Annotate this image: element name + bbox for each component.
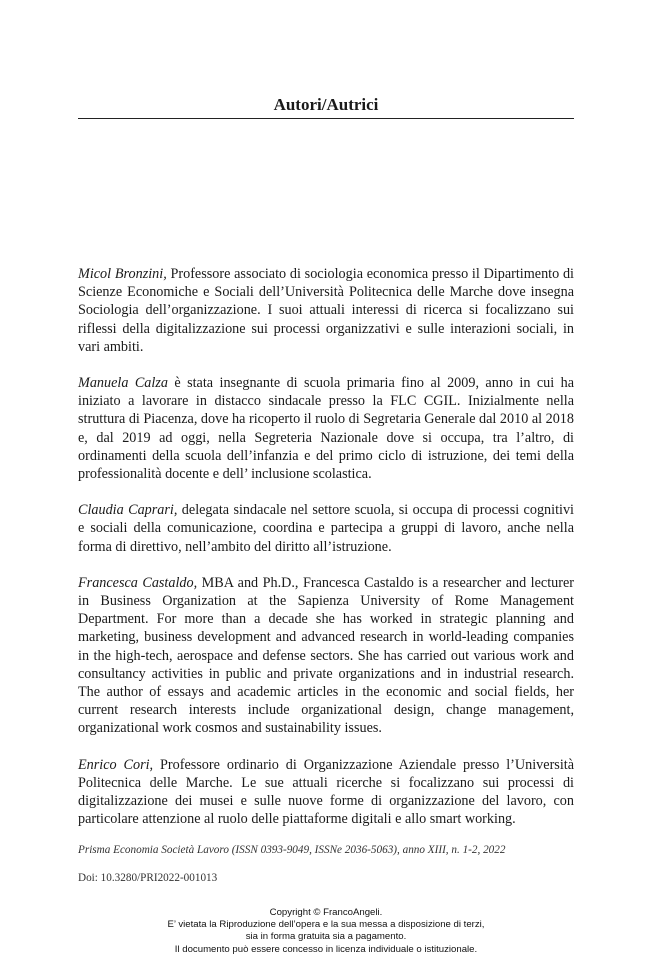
author-bio-cori	[78, 756, 574, 829]
author-name: Micol Bronzini,	[78, 266, 167, 282]
copyright-line: Il documento può essere concesso in licenza individuale o istituzionale.	[174, 943, 478, 955]
author-bios	[78, 265, 574, 846]
author-bio-text: Professore associato di sociologia economica presso il Dipartimento di Scienze Economiche e Sociali dell’Università Politecnica delle Marche dove insegna Sociologia dell’organizzazione. I suoi attuali interessi di ricerca si focalizzano sui riflessi della digitalizzazione sui processi organizzativi e sulle interazioni sociali, in vari ambiti.	[78, 266, 574, 355]
page-title: Autori/Autrici	[273, 95, 379, 114]
doi-line: Doi: 10.3280/PRI2022-001013	[78, 872, 218, 884]
author-bio-text: è stata insegnante di scuola primaria fino al 2009, anno in cui ha iniziato a lavorare in distacco sindacale presso la FLC CGIL. Inizialmente nella struttura di Piacenza, dove ha ricoperto il ruolo di Segretaria Generale dal 2010 al 2018 e, dal 2019 ad oggi, nella Segreteria Nazionale dove si occupa, tra l’altro, di ordinamenti della scuola dell’infanzia e del primo ciclo di istruzione, dei temi della professionalità docente e dell’ inclusione scolastica.	[78, 375, 575, 483]
author-bio-text: Professore ordinario di Organizzazione Aziendale presso l’Università Politecnica delle Marche. Le sue attuali ricerche si focalizzano sui processi di digitalizzazione dei musei e sulle nuove forme di organizzazione del lavoro, con particolare attenzione al ruolo delle piattaforme digitali e allo smart working.	[78, 756, 574, 828]
author-name: Manuela Calza	[78, 375, 168, 392]
author-name: Francesca Castaldo,	[78, 574, 198, 591]
author-bio-caprari	[78, 501, 574, 556]
author-bio-calza	[78, 374, 574, 483]
author-bio-bronzini	[78, 265, 574, 356]
author-bio-text: delegata sindacale nel settore scuola, si occupa di processi cognitivi e sociali della comunicazione, coordina e partecipa a gruppi di lavoro, anche nella forma di direttivo, nell’ambito del diritto all’istruzione.	[78, 502, 574, 555]
author-name: Enrico Cori,	[78, 756, 154, 773]
author-bio-text: MBA and Ph.D., Francesca Castaldo is a researcher and lecturer in Business Organization at the Sapienza University of Rome Management Department. For more than a decade she has worked in strategic planning and marketing, business development and advanced research in world-leading companies in the high-tech, aerospace and defense sectors. She has carried out various work and consultancy activities in public and private organizations and in industrial research. The author of essays and academic articles in the economic and social fields, her current research interests include organizational design, change management, organizational work cosmos and sustainability issues.	[78, 574, 574, 737]
copyright-line: Copyright © FrancoAngeli.	[269, 907, 383, 918]
copyright-line: E’ vietata la Riproduzione dell’opera e la sua messa a disposizione di terzi,	[167, 919, 485, 931]
journal-citation: Prisma Economia Società Lavoro (ISSN 0393-9049, ISSNe 2036-5063), anno XIII, n. 1-2, 2022	[78, 844, 506, 856]
author-name: Claudia Caprari,	[78, 502, 178, 519]
copyright-notice	[78, 907, 574, 956]
copyright-line: sia in forma gratuita sia a pagamento.	[245, 931, 407, 943]
author-bio-castaldo	[78, 574, 574, 738]
title-divider	[78, 118, 574, 119]
